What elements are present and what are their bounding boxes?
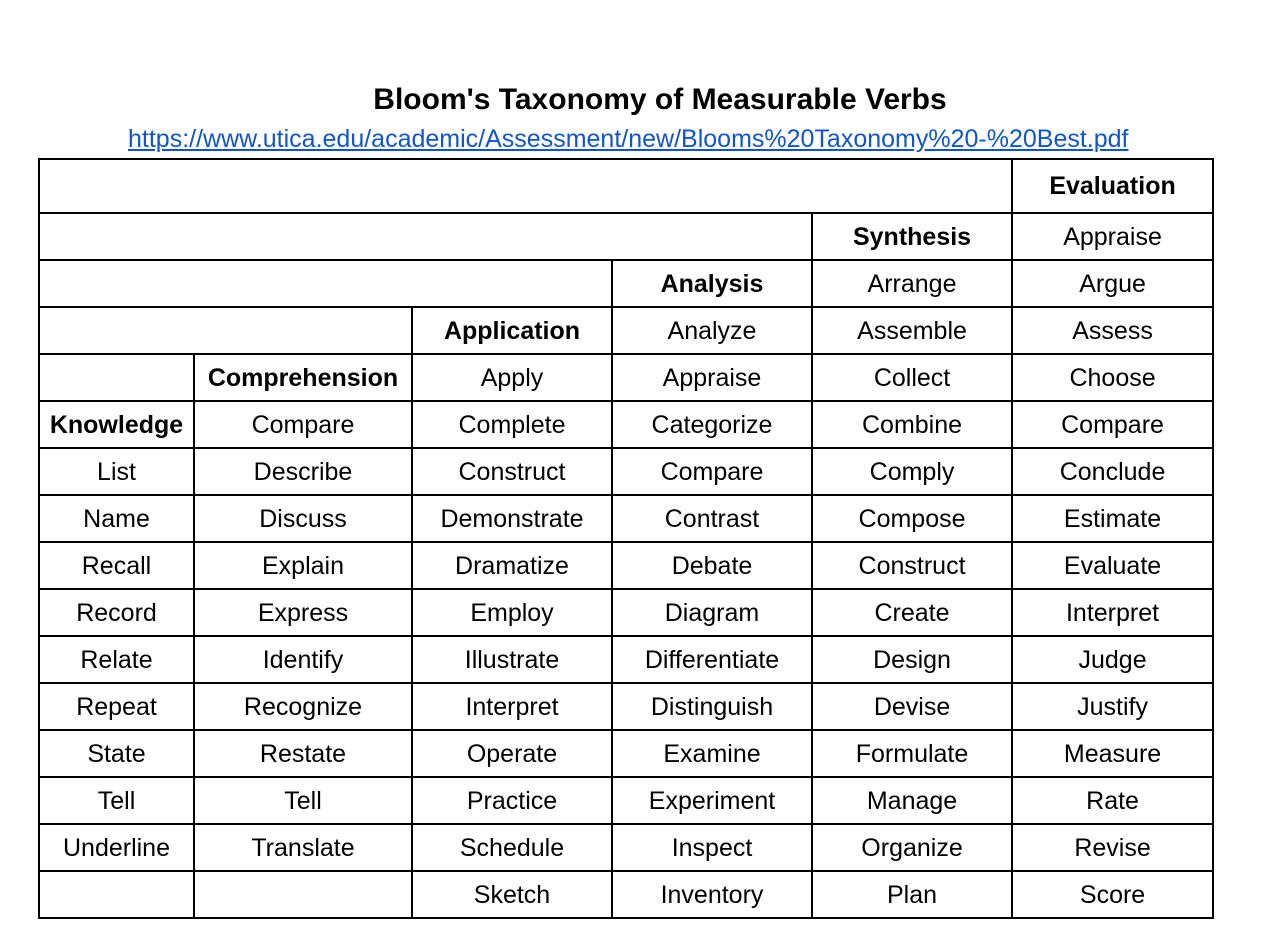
verbs-table — [38, 158, 1214, 919]
synthesis-verb-cell: Organize — [812, 824, 1012, 871]
evaluation-header: Evaluation — [1012, 159, 1213, 213]
evaluation-verb-cell: Argue — [1012, 260, 1213, 307]
comprehension-verb-cell: Identify — [194, 636, 412, 683]
evaluation-verb-cell: Interpret — [1012, 589, 1213, 636]
evaluation-verb-cell: Appraise — [1012, 213, 1213, 260]
blank-cell — [39, 260, 612, 307]
verbs-table-body — [39, 159, 1213, 918]
synthesis-verb-cell: Compose — [812, 495, 1012, 542]
knowledge-verb-cell: Record — [39, 589, 194, 636]
evaluation-verb-cell: Score — [1012, 871, 1213, 918]
application-verb-cell: Illustrate — [412, 636, 612, 683]
application-verb-cell: Sketch — [412, 871, 612, 918]
analysis-verb-cell: Debate — [612, 542, 812, 589]
knowledge-verb-cell: Tell — [39, 777, 194, 824]
table-row — [39, 213, 1213, 260]
evaluation-verb-cell: Choose — [1012, 354, 1213, 401]
table-row — [39, 730, 1213, 777]
knowledge-verb-cell: Underline — [39, 824, 194, 871]
knowledge-verb-cell: Relate — [39, 636, 194, 683]
application-verb-cell: Demonstrate — [412, 495, 612, 542]
application-verb-cell: Schedule — [412, 824, 612, 871]
comprehension-verb-cell: Recognize — [194, 683, 412, 730]
table-row — [39, 401, 1213, 448]
document-title: Bloom's Taxonomy of Measurable Verbs — [373, 83, 947, 116]
synthesis-header: Synthesis — [812, 213, 1012, 260]
table-row — [39, 683, 1213, 730]
comprehension-verb-cell — [194, 871, 412, 918]
analysis-verb-cell: Examine — [612, 730, 812, 777]
analysis-verb-cell: Experiment — [612, 777, 812, 824]
application-verb-cell: Dramatize — [412, 542, 612, 589]
analysis-verb-cell: Compare — [612, 448, 812, 495]
analysis-header: Analysis — [612, 260, 812, 307]
table-row — [39, 159, 1213, 213]
table-row — [39, 636, 1213, 683]
table-row — [39, 589, 1213, 636]
evaluation-verb-cell: Justify — [1012, 683, 1213, 730]
blank-cell — [39, 159, 1012, 213]
table-row — [39, 777, 1213, 824]
application-verb-cell: Employ — [412, 589, 612, 636]
analysis-verb-cell: Categorize — [612, 401, 812, 448]
application-verb-cell: Construct — [412, 448, 612, 495]
comprehension-verb-cell: Discuss — [194, 495, 412, 542]
synthesis-verb-cell: Create — [812, 589, 1012, 636]
table-row — [39, 542, 1213, 589]
blank-cell — [39, 213, 812, 260]
evaluation-verb-cell: Measure — [1012, 730, 1213, 777]
blank-cell — [39, 354, 194, 401]
application-verb-cell: Operate — [412, 730, 612, 777]
knowledge-verb-cell: State — [39, 730, 194, 777]
analysis-verb-cell: Contrast — [612, 495, 812, 542]
evaluation-verb-cell: Rate — [1012, 777, 1213, 824]
source-link[interactable]: https://www.utica.edu/academic/Assessment/new/Blooms%20Taxonomy%20-%20Best.pdf — [128, 125, 1129, 153]
analysis-verb-cell: Diagram — [612, 589, 812, 636]
synthesis-verb-cell: Design — [812, 636, 1012, 683]
application-verb-cell: Apply — [412, 354, 612, 401]
evaluation-verb-cell: Estimate — [1012, 495, 1213, 542]
table-row — [39, 824, 1213, 871]
application-header: Application — [412, 307, 612, 354]
analysis-verb-cell: Analyze — [612, 307, 812, 354]
synthesis-verb-cell: Combine — [812, 401, 1012, 448]
analysis-verb-cell: Distinguish — [612, 683, 812, 730]
synthesis-verb-cell: Comply — [812, 448, 1012, 495]
table-row — [39, 871, 1213, 918]
analysis-verb-cell: Inventory — [612, 871, 812, 918]
comprehension-verb-cell: Translate — [194, 824, 412, 871]
table-row — [39, 354, 1213, 401]
analysis-verb-cell: Appraise — [612, 354, 812, 401]
application-verb-cell: Practice — [412, 777, 612, 824]
knowledge-verb-cell: Recall — [39, 542, 194, 589]
comprehension-verb-cell: Explain — [194, 542, 412, 589]
knowledge-verb-cell — [39, 871, 194, 918]
synthesis-verb-cell: Arrange — [812, 260, 1012, 307]
synthesis-verb-cell: Construct — [812, 542, 1012, 589]
evaluation-verb-cell: Evaluate — [1012, 542, 1213, 589]
evaluation-verb-cell: Conclude — [1012, 448, 1213, 495]
knowledge-header: Knowledge — [39, 401, 194, 448]
analysis-verb-cell: Inspect — [612, 824, 812, 871]
comprehension-verb-cell: Describe — [194, 448, 412, 495]
knowledge-verb-cell: List — [39, 448, 194, 495]
table-row — [39, 307, 1213, 354]
table-row — [39, 448, 1213, 495]
evaluation-verb-cell: Judge — [1012, 636, 1213, 683]
synthesis-verb-cell: Devise — [812, 683, 1012, 730]
knowledge-verb-cell: Repeat — [39, 683, 194, 730]
synthesis-verb-cell: Assemble — [812, 307, 1012, 354]
application-verb-cell: Interpret — [412, 683, 612, 730]
comprehension-verb-cell: Compare — [194, 401, 412, 448]
synthesis-verb-cell: Manage — [812, 777, 1012, 824]
evaluation-verb-cell: Compare — [1012, 401, 1213, 448]
synthesis-verb-cell: Plan — [812, 871, 1012, 918]
comprehension-verb-cell: Express — [194, 589, 412, 636]
table-row — [39, 495, 1213, 542]
comprehension-header: Comprehension — [194, 354, 412, 401]
knowledge-verb-cell: Name — [39, 495, 194, 542]
application-verb-cell: Complete — [412, 401, 612, 448]
comprehension-verb-cell: Restate — [194, 730, 412, 777]
blank-cell — [39, 307, 412, 354]
evaluation-verb-cell: Assess — [1012, 307, 1213, 354]
analysis-verb-cell: Differentiate — [612, 636, 812, 683]
table-row — [39, 260, 1213, 307]
evaluation-verb-cell: Revise — [1012, 824, 1213, 871]
synthesis-verb-cell: Collect — [812, 354, 1012, 401]
synthesis-verb-cell: Formulate — [812, 730, 1012, 777]
comprehension-verb-cell: Tell — [194, 777, 412, 824]
